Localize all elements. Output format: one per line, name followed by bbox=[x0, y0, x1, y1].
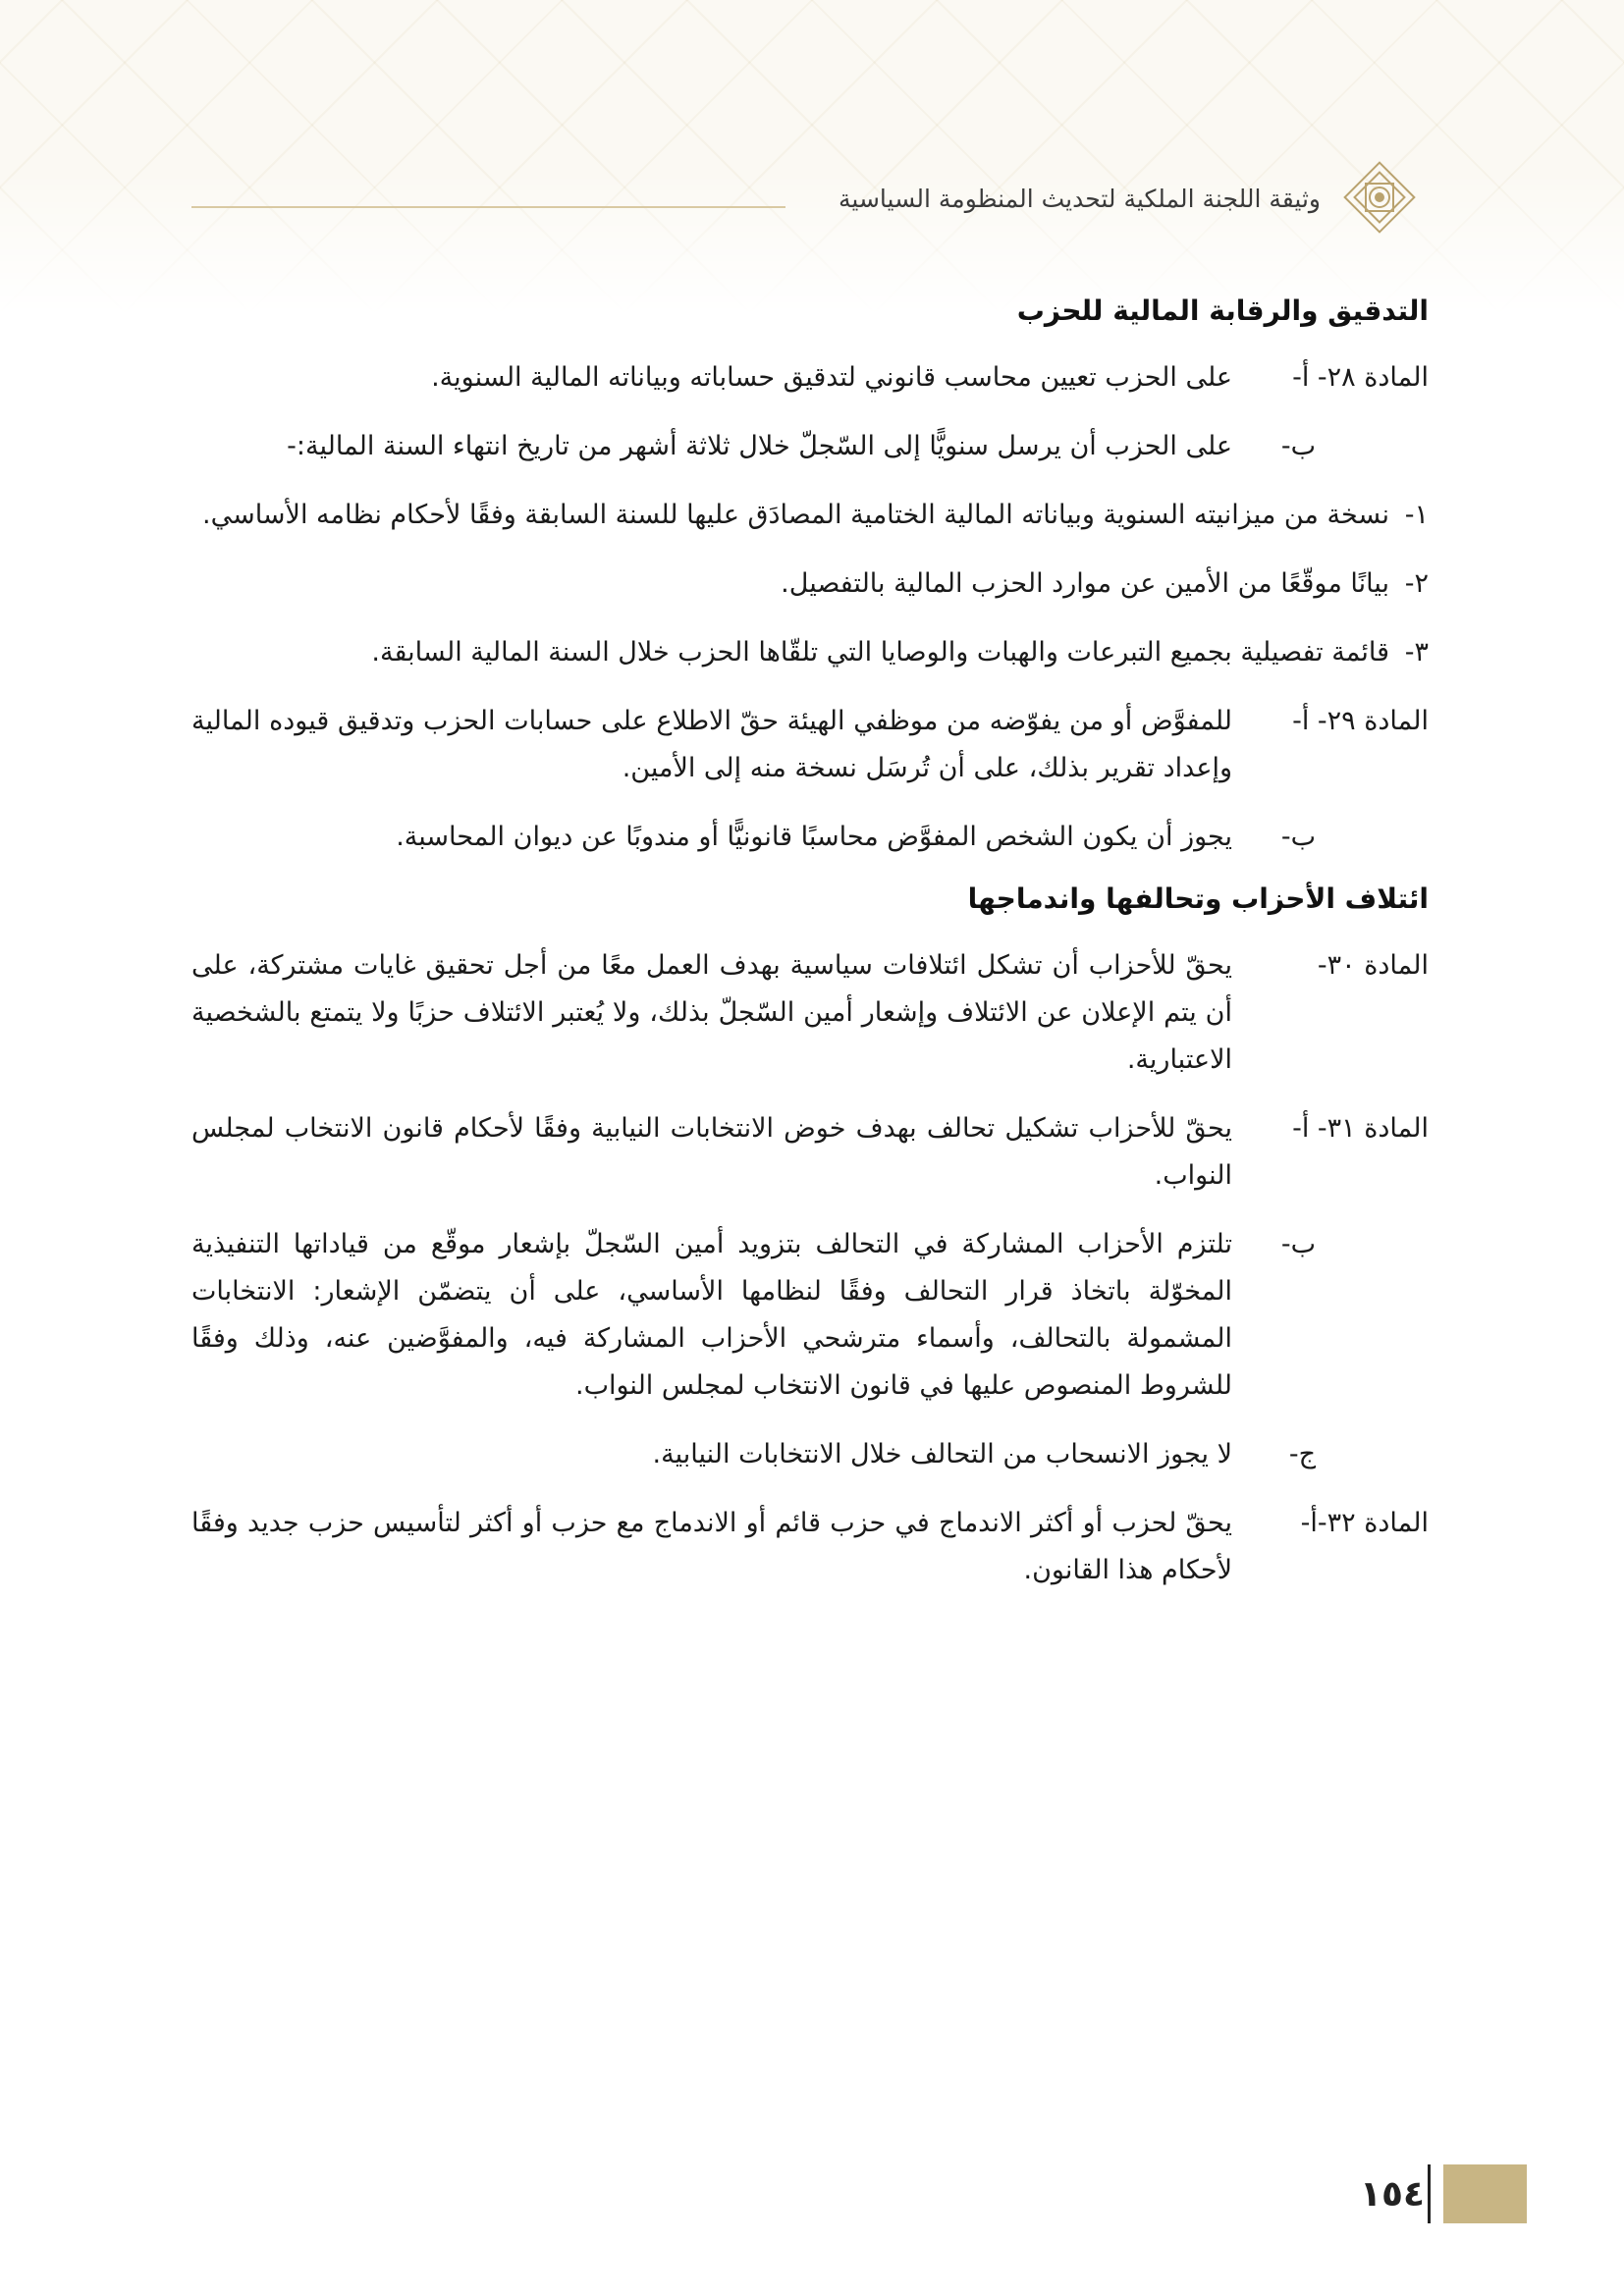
article-label: المادة ٣١- أ- bbox=[1292, 1113, 1429, 1144]
list-item-text: قائمة تفصيلية بجميع التبرعات والهبات والوصايا التي تلقّاها الحزب خلال السنة المالية السابقة. bbox=[371, 637, 1389, 667]
article-label: المادة ٣٠- bbox=[1317, 950, 1429, 981]
article-label: المادة ٢٨- أ- bbox=[1292, 362, 1429, 393]
article-label: المادة ٣٢-أ- bbox=[1300, 1508, 1429, 1538]
article-text: على الحزب تعيين محاسب قانوني لتدقيق حساباته وبياناته المالية السنوية. bbox=[431, 362, 1232, 393]
article-text: للمفوَّض أو من يفوّضه من موظفي الهيئة حقّ الاطلاع على حسابات الحزب وتدقيق قيوده المالية وإعداد تقرير بذلك، على أن تُرسَل نسخة منه إلى الأمين. bbox=[191, 706, 1232, 783]
list-item bbox=[191, 629, 1429, 676]
section-title-audit: التدقيق والرقابة المالية للحزب bbox=[1016, 294, 1429, 327]
list-item-number: ١- bbox=[1404, 500, 1429, 530]
article-label: ج- bbox=[1288, 1439, 1316, 1469]
article-label: ب- bbox=[1280, 1229, 1316, 1259]
article-text: على الحزب أن يرسل سنويًّا إلى السّجلّ خلال ثلاثة أشهر من تاريخ انتهاء السنة المالية:- bbox=[287, 431, 1232, 461]
footer-accent-block bbox=[1443, 2164, 1527, 2223]
footer-divider bbox=[1428, 2164, 1431, 2223]
header-divider-line bbox=[191, 206, 785, 208]
article-31a bbox=[191, 1105, 1429, 1200]
article-text: تلتزم الأحزاب المشاركة في التحالف بتزويد أمين السّجلّ بإشعار موقّع من قياداتها التنفيذية المخوّلة باتخاذ قرار التحالف وفقًا لنظامها الأساسي، على أن يتضمّن الإشعار: الانتخابات المشمولة بالتحالف، وأسماء مترشحي الأحزاب المشاركة فيه، والمفوَّضين عنه، وذلك وفقًا للشروط المنصوص عليها في قانون الانتخاب لمجلس النواب. bbox=[191, 1229, 1232, 1401]
header-title: وثيقة اللجنة الملكية لتحديث المنظومة السياسية bbox=[839, 185, 1321, 213]
article-28b bbox=[191, 423, 1429, 470]
page-header bbox=[191, 175, 1424, 234]
article-text: يحقّ للأحزاب أن تشكل ائتلافات سياسية بهدف العمل معًا من أجل تحقيق غايات مشتركة، على أن يتم الإعلان عن الائتلاف وإشعار أمين السّجلّ بذلك، ولا يُعتبر الائتلاف حزبًا ولا يتمتع بالشخصية الاعتبارية. bbox=[191, 950, 1232, 1075]
page-number: ١٥٤ bbox=[1360, 2174, 1425, 2215]
article-29b bbox=[191, 814, 1429, 861]
list-item-number: ٣- bbox=[1404, 637, 1429, 667]
article-text: يحقّ للأحزاب تشكيل تحالف بهدف خوض الانتخابات النيابية وفقًا لأحكام قانون الانتخاب لمجلس النواب. bbox=[191, 1113, 1232, 1191]
page-content bbox=[191, 294, 1429, 1616]
list-item-text: نسخة من ميزانيته السنوية وبياناته المالية الختامية المصادَق عليها للسنة السابقة وفقًا لأحكام نظامه الأساسي. bbox=[201, 500, 1389, 530]
article-text: لا يجوز الانسحاب من التحالف خلال الانتخابات النيابية. bbox=[652, 1439, 1232, 1469]
article-text: يجوز أن يكون الشخص المفوَّض محاسبًا قانونيًّا أو مندوبًا عن ديوان المحاسبة. bbox=[396, 822, 1232, 852]
article-text: يحقّ لحزب أو أكثر الاندماج في حزب قائم أو الاندماج مع حزب أو أكثر لتأسيس حزب جديد وفقًا لأحكام هذا القانون. bbox=[191, 1508, 1232, 1585]
article-29a bbox=[191, 698, 1429, 792]
section-title-coalition: ائتلاف الأحزاب وتحالفها واندماجها bbox=[967, 882, 1429, 915]
article-label: ب- bbox=[1280, 822, 1316, 852]
list-item bbox=[191, 561, 1429, 608]
list-item-text: بيانًا موقّعًا من الأمين عن موارد الحزب المالية بالتفصيل. bbox=[781, 568, 1389, 599]
article-31c bbox=[191, 1431, 1429, 1478]
article-28b-list bbox=[191, 492, 1429, 676]
list-item-number: ٢- bbox=[1404, 568, 1429, 599]
article-31b bbox=[191, 1221, 1429, 1410]
list-item bbox=[191, 492, 1429, 539]
article-label: ب- bbox=[1280, 431, 1316, 461]
article-32a bbox=[191, 1500, 1429, 1594]
geometric-star-emblem-icon bbox=[1335, 153, 1424, 241]
article-28a bbox=[191, 354, 1429, 401]
article-30 bbox=[191, 942, 1429, 1084]
article-label: المادة ٢٩- أ- bbox=[1292, 706, 1429, 736]
